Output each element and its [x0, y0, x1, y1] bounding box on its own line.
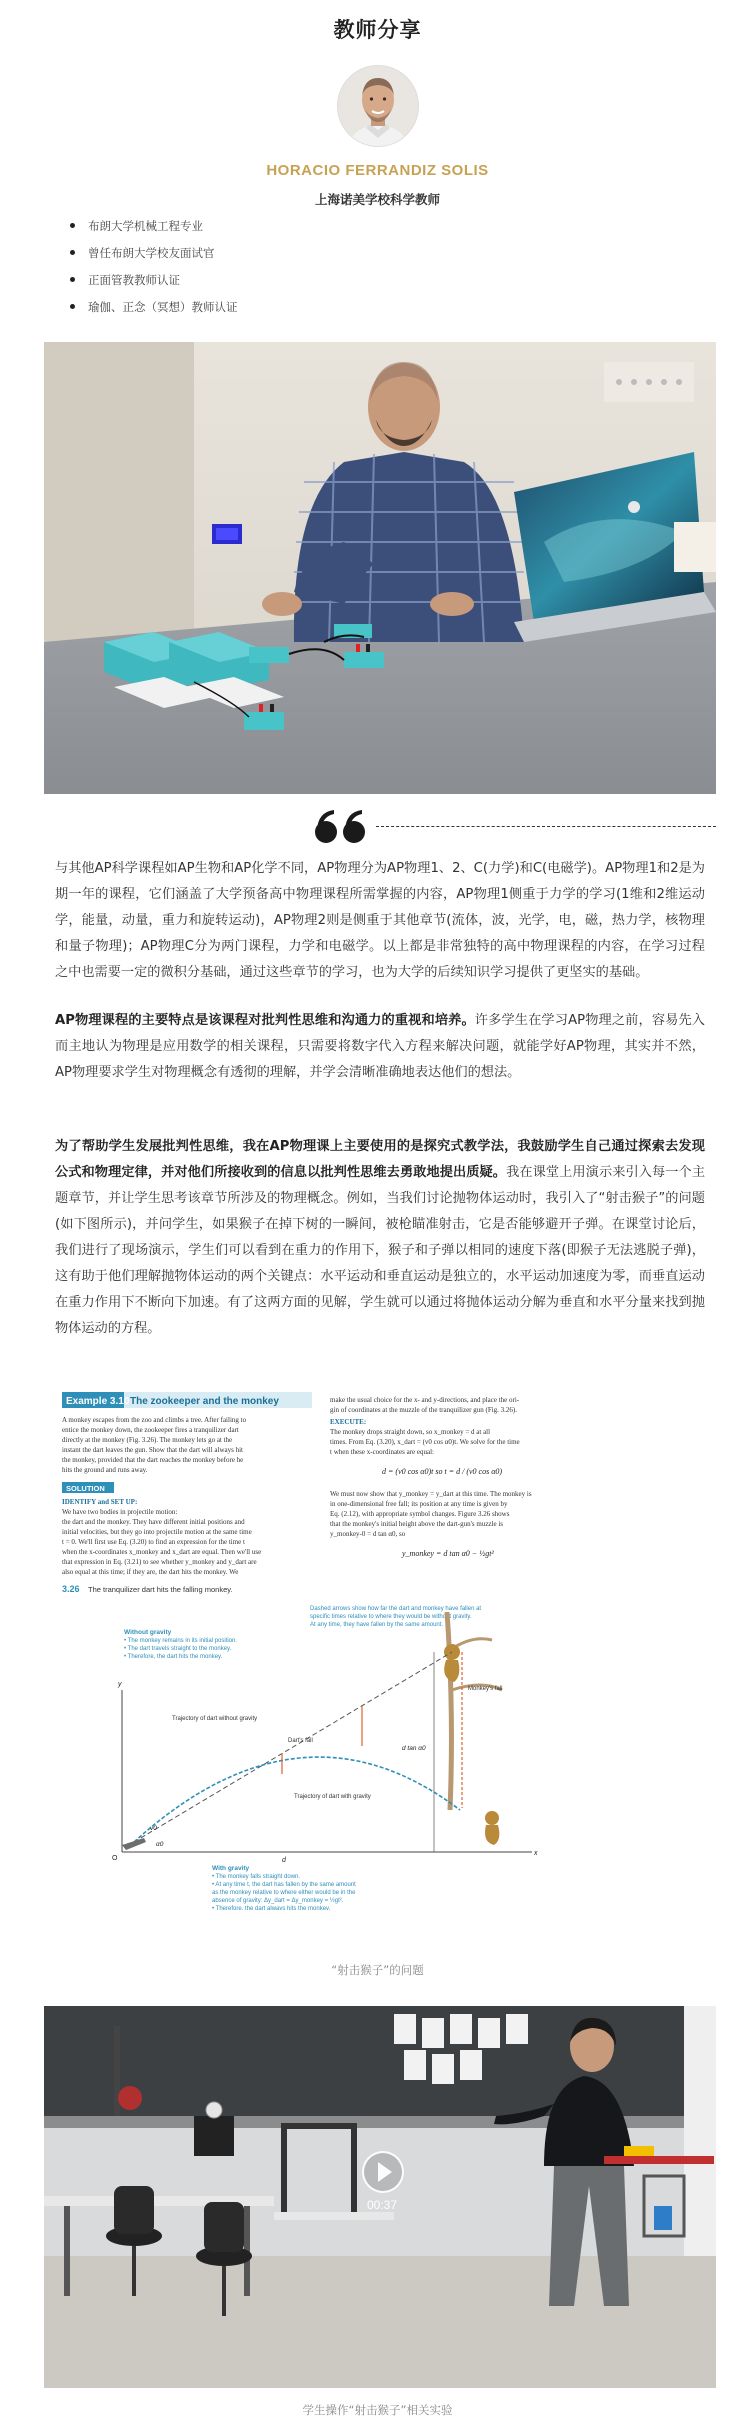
with-gravity-item: • The monkey falls straight down.: [212, 1874, 301, 1880]
with-gravity-item: • Therefore, the dart always hits the monkey.: [212, 1906, 331, 1910]
credential-item: 曾任布朗大学校友面试官: [70, 243, 238, 270]
problem-line: directly at the monkey (Fig. 3.26). The monkey lets go at the: [62, 1436, 233, 1444]
quote-mark-icon: [312, 808, 372, 848]
figure-number: 3.26: [62, 1584, 80, 1594]
credentials-list: [70, 216, 238, 324]
page-title: 教师分享: [333, 18, 422, 42]
example-title: The zookeeper and the monkey: [130, 1396, 279, 1407]
article-paragraph-1: 与其他AP科学课程如AP生物和AP化学不同，AP物理分为AP物理1、2、C(力学)和C(电磁学)。AP物理1和2是为期一年的课程，它们涵盖了大学预备高中物理课程所需掌握的内容，AP物理1侧重于力学的学习(1维和2维运动学，能量，动量，重力和旋转运动)，AP物理2则是侧重于其他章节(流体，波，光学，电，磁，热力学，核物理和量子物理)；AP物理C分为两门课程，力学和电磁学。以上都是非常独特的高中物理课程的内容，在学习过程之中也需要一定的微积分基础，通过这些章节的学习，也为大学的后续知识学习提供了更坚实的基础。: [55, 861, 705, 980]
with-gravity-item: as the monkey relative to where either would be in the: [212, 1890, 356, 1896]
equation-1: d = (v0 cos α0)t so t = d / (v0 cos α0): [382, 1467, 503, 1476]
origin-label: O: [112, 1855, 118, 1862]
dashed-note-line: specific times relative to where they would be without gravity.: [310, 1614, 472, 1620]
experiment-video-frame: [44, 2006, 716, 2388]
equation-2: y_monkey = d tan α0 − ½gt²: [402, 1549, 494, 1558]
teacher-avatar-image: [338, 66, 418, 146]
problem-line: instant the dart leaves the gun. Show that the dart will always hit: [62, 1446, 243, 1454]
dashed-divider: [376, 826, 716, 827]
without-gravity-heading: Without gravity: [124, 1629, 172, 1636]
teacher-lab-photo: [44, 342, 716, 794]
without-gravity-item: • The monkey remains in its initial position.: [124, 1638, 238, 1644]
paragraph-2-text: 许多学生在学习AP物理之前，容易先入而主地认为物理是应用数学的相关课程，只需要将数字代入方程来解决问题，就能学好AP物理，其实并不然，AP物理要求学生对物理概念有透彻的理解，并学会清晰准确地表达他们的想法。: [55, 1013, 705, 1080]
right-text-line: make the usual choice for the x- and y-directions, and place the ori-: [330, 1396, 520, 1404]
axis-y-label: y: [118, 1681, 122, 1688]
v0-label: v0: [150, 1825, 157, 1832]
execute-line: t when these x-coordinates are equal:: [330, 1448, 434, 1456]
right-text-line: gin of coordinates at the muzzle of the tranquilizer gun (Fig. 3.26).: [330, 1406, 518, 1414]
execute-line: times. From Eq. (3.20), x_dart = (v0 cos α0)t. We solve for the time: [330, 1438, 520, 1446]
with-gravity-item: • At any time t, the dart has fallen by the same amount: [212, 1882, 356, 1888]
problem-line: entice the monkey down, the zookeeper fires a tranquilizer dart: [62, 1426, 239, 1434]
axis-x-label: x: [534, 1850, 538, 1857]
solution-label: SOLUTION: [66, 1484, 105, 1493]
without-gravity-item: • Therefore, the dart hits the monkey.: [124, 1654, 223, 1660]
credential-item: 瑜伽、正念（冥想）教师认证: [70, 297, 238, 324]
figure-title: The tranquilizer dart hits the falling monkey.: [88, 1585, 233, 1594]
problem-line: A monkey escapes from the zoo and climbs a tree. After failing to: [62, 1416, 247, 1424]
credential-item: 正面管教教师认证: [70, 270, 238, 297]
alpha-label: α0: [156, 1841, 164, 1848]
darts-fall-label: Dart's fall: [288, 1738, 313, 1744]
teacher-name: HORACIO FERRANDIZ SOLIS: [266, 162, 489, 179]
dtan-label: d tan α0: [402, 1745, 426, 1752]
right-text-line: in one-dimensional free fall; its position at any time is given by: [330, 1500, 508, 1508]
monkeys-fall-label: Monkey's fall: [468, 1686, 503, 1692]
textbook-page-image: [62, 1390, 582, 1910]
dashed-note-line: Dashed arrows show how far the dart and monkey have fallen at: [310, 1606, 482, 1612]
distance-label: d: [282, 1857, 286, 1864]
execute-line: The monkey drops straight down, so x_monkey = d at all: [330, 1428, 491, 1436]
right-text-line: We must now show that y_monkey = y_dart at this time. The monkey is: [330, 1490, 532, 1498]
with-gravity-item: absence of gravity: Δy_dart = Δy_monkey = ½gt².: [212, 1898, 344, 1904]
identify-line: when the x-coordinates x_monkey and x_dart are equal. Then we'll use: [62, 1548, 262, 1556]
identify-line: We have two bodies in projectile motion:: [62, 1508, 178, 1516]
video-caption: 学生操作“射击猴子”相关实验: [302, 2403, 453, 2417]
identify-line: that expression in Eq. (3.21) to see whether y_monkey and y_dart are: [62, 1558, 257, 1566]
credential-item: 布朗大学机械工程专业: [70, 216, 238, 243]
problem-line: the monkey, provided that the dart reaches the monkey before he: [62, 1456, 244, 1464]
right-text-line: Eq. (2.12), with appropriate symbol changes. Figure 3.26 shows: [330, 1510, 510, 1518]
example-label: Example 3.10: [66, 1396, 130, 1407]
article-paragraph-3: [55, 1134, 705, 1342]
paragraph-3-text: 我在课堂上用演示来引入每一个主题章节，并让学生思考该章节所涉及的物理概念。例如，当我们讨论抛物体运动时，我引入了“射击猴子”的问题(如下图所示)，并问学生，如果猴子在掉下树的一瞬间，被枪瞄准射击，它是否能够避开子弹。在课堂讨论后，我们进行了现场演示，学生们可以看到在重力的作用下，猴子和子弹以相同的速度下落(即猴子无法逃脱子弹)，这有助于他们理解抛物体运动的两个关键点：水平运动和垂直运动是独立的，水平运动加速度为零，而垂直运动在重力作用下不断向下加速。有了这两方面的见解，学生就可以通过将抛体运动分解为垂直和水平分量来找到抛物体运动的方程。: [55, 1165, 706, 1336]
article-paragraph-2: [55, 1008, 705, 1086]
problem-line: hits the ground and runs away.: [62, 1466, 148, 1474]
teacher-lab-photo-image: [44, 342, 716, 794]
dashed-note-line: At any time, they have fallen by the same amount.: [310, 1622, 444, 1628]
paragraph-3-highlight: 为了帮助学生发展批判性思维，我在AP物理课上主要使用的是探究式教学法，我鼓励学生自己通过探索去发现公式和物理定律，并对他们所接收到的信息以批判性思维去勇敢地提出质疑。: [55, 1139, 705, 1180]
identify-line: also equal at this time; if they are, the dart hits the monkey. We: [62, 1568, 239, 1576]
video-timestamp: 00:37: [366, 2198, 398, 2212]
traj-with-label: Trajectory of dart with gravity: [294, 1794, 371, 1800]
without-gravity-item: • The dart travels straight to the monkey.: [124, 1646, 232, 1652]
identify-line: the dart and the monkey. They have different initial positions and: [62, 1518, 245, 1526]
execute-heading: EXECUTE:: [330, 1418, 367, 1426]
identify-line: initial velocities, but they go into projectile motion at the same time: [62, 1528, 252, 1536]
traj-without-label: Trajectory of dart without gravity: [172, 1716, 258, 1722]
with-gravity-heading: With gravity: [212, 1865, 250, 1872]
teacher-role: 上海诺美学校科学教师: [314, 192, 440, 207]
textbook-figure: [62, 1390, 582, 1910]
experiment-video[interactable]: [44, 2006, 716, 2388]
identify-heading: IDENTIFY and SET UP:: [62, 1498, 138, 1506]
identify-line: t = 0. We'll first use Eq. (3.20) to find an expression for the time t: [62, 1538, 245, 1546]
right-text-line: y_monkey-0 = d tan α0, so: [330, 1530, 406, 1538]
quote-divider: [312, 808, 716, 848]
paragraph-2-highlight: AP物理课程的主要特点是该课程对批判性思维和沟通力的重视和培养。: [55, 1013, 475, 1028]
right-text-line: that the monkey's initial height above the dart-gun's muzzle is: [330, 1520, 504, 1528]
teacher-avatar: [338, 66, 418, 146]
play-button[interactable]: [362, 2151, 404, 2193]
figure-caption: “射击猴子”的问题: [331, 1963, 424, 1977]
